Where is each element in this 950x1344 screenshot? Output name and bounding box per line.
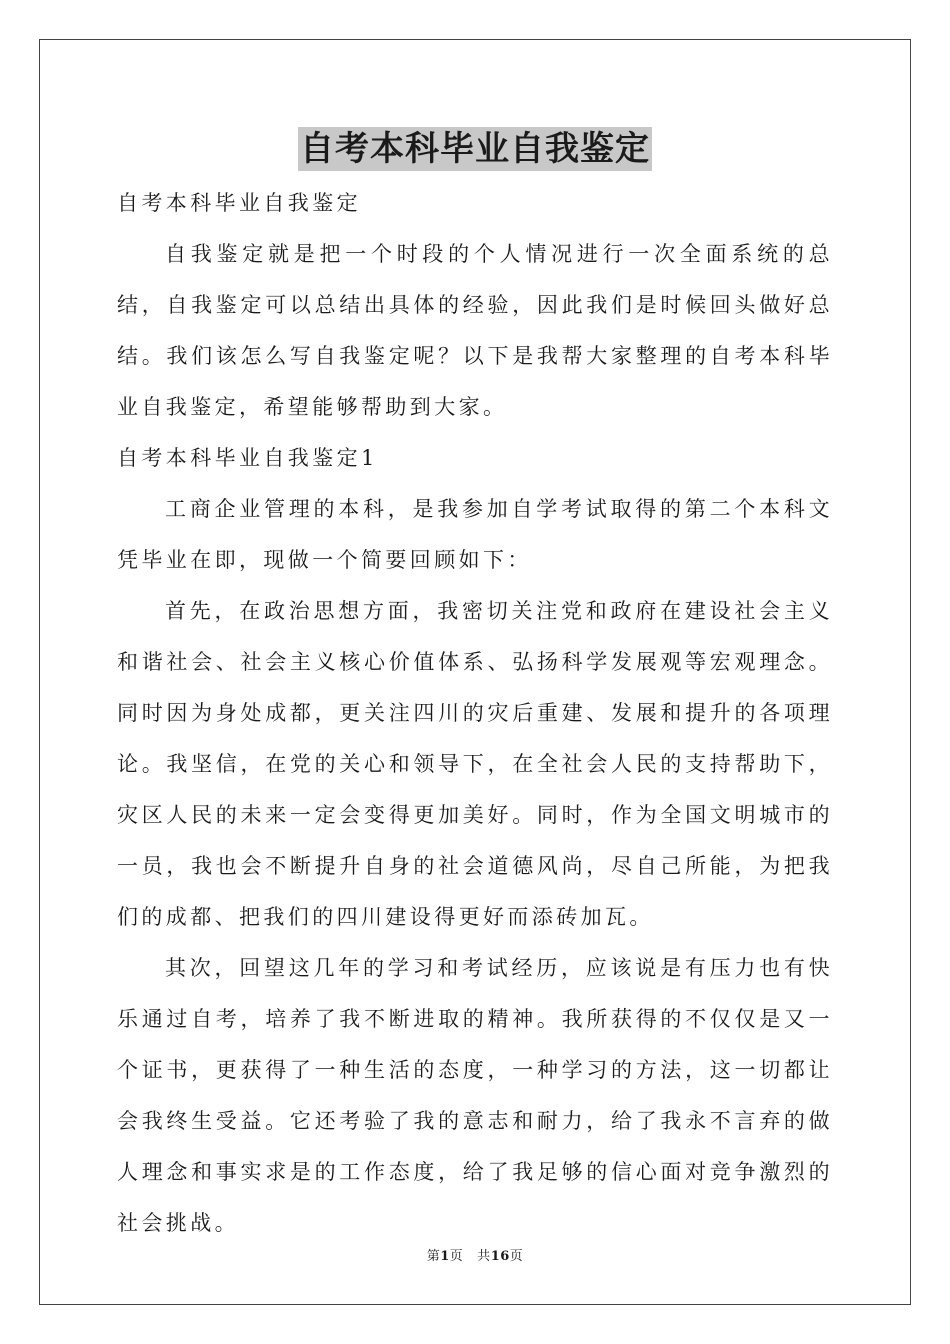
total-suffix: 页 xyxy=(509,1249,524,1264)
page-suffix: 页 xyxy=(449,1249,464,1264)
page-prefix: 第 xyxy=(426,1249,441,1264)
section-heading: 自考本科毕业自我鉴定1 xyxy=(117,446,378,470)
page-footer xyxy=(0,1248,950,1266)
title-container xyxy=(0,127,950,171)
body-paragraph: 工商企业管理的本科，是我参加自学考试取得的第二个本科文凭毕业在即，现做一个简要回顾如下： xyxy=(117,497,833,572)
document-subtitle: 自考本科毕业自我鉴定 xyxy=(117,191,361,215)
document-title: 自考本科毕业自我鉴定 xyxy=(300,129,650,169)
total-page-count: 16 xyxy=(490,1249,510,1264)
document-body xyxy=(117,178,833,1249)
body-paragraph: 首先，在政治思想方面，我密切关注党和政府在建设社会主义和谐社会、社会主义核心价值体系、弘扬科学发展观等宏观理念。同时因为身处成都，更关注四川的灾后重建、发展和提升的各项理论。我坚信，在党的关心和领导下，在全社会人民的支持帮助下，灾区人民的未来一定会变得更加美好。同时，作为全国文明城市的一员，我也会不断提升自身的社会道德风尚，尽自己所能，为把我们的成都、把我们的四川建设得更好而添砖加瓦。 xyxy=(117,599,833,929)
body-paragraph: 其次，回望这几年的学习和考试经历，应该说是有压力也有快乐通过自考，培养了我不断进取的精神。我所获得的不仅仅是又一个证书，更获得了一种生活的态度，一种学习的方法，这一切都让会我终生受益。它还考验了我的意志和耐力，给了我永不言弃的做人理念和事实求是的工作态度，给了我足够的信心面对竞争激烈的社会挑战。 xyxy=(117,956,833,1235)
total-prefix: 共 xyxy=(477,1249,491,1264)
intro-paragraph: 自我鉴定就是把一个时段的个人情况进行一次全面系统的总结，自我鉴定可以总结出具体的经验，因此我们是时候回头做好总结。我们该怎么写自我鉴定呢？以下是我帮大家整理的自考本科毕业自我鉴定，希望能够帮助到大家。 xyxy=(117,242,833,419)
current-page-number: 1 xyxy=(440,1249,450,1264)
